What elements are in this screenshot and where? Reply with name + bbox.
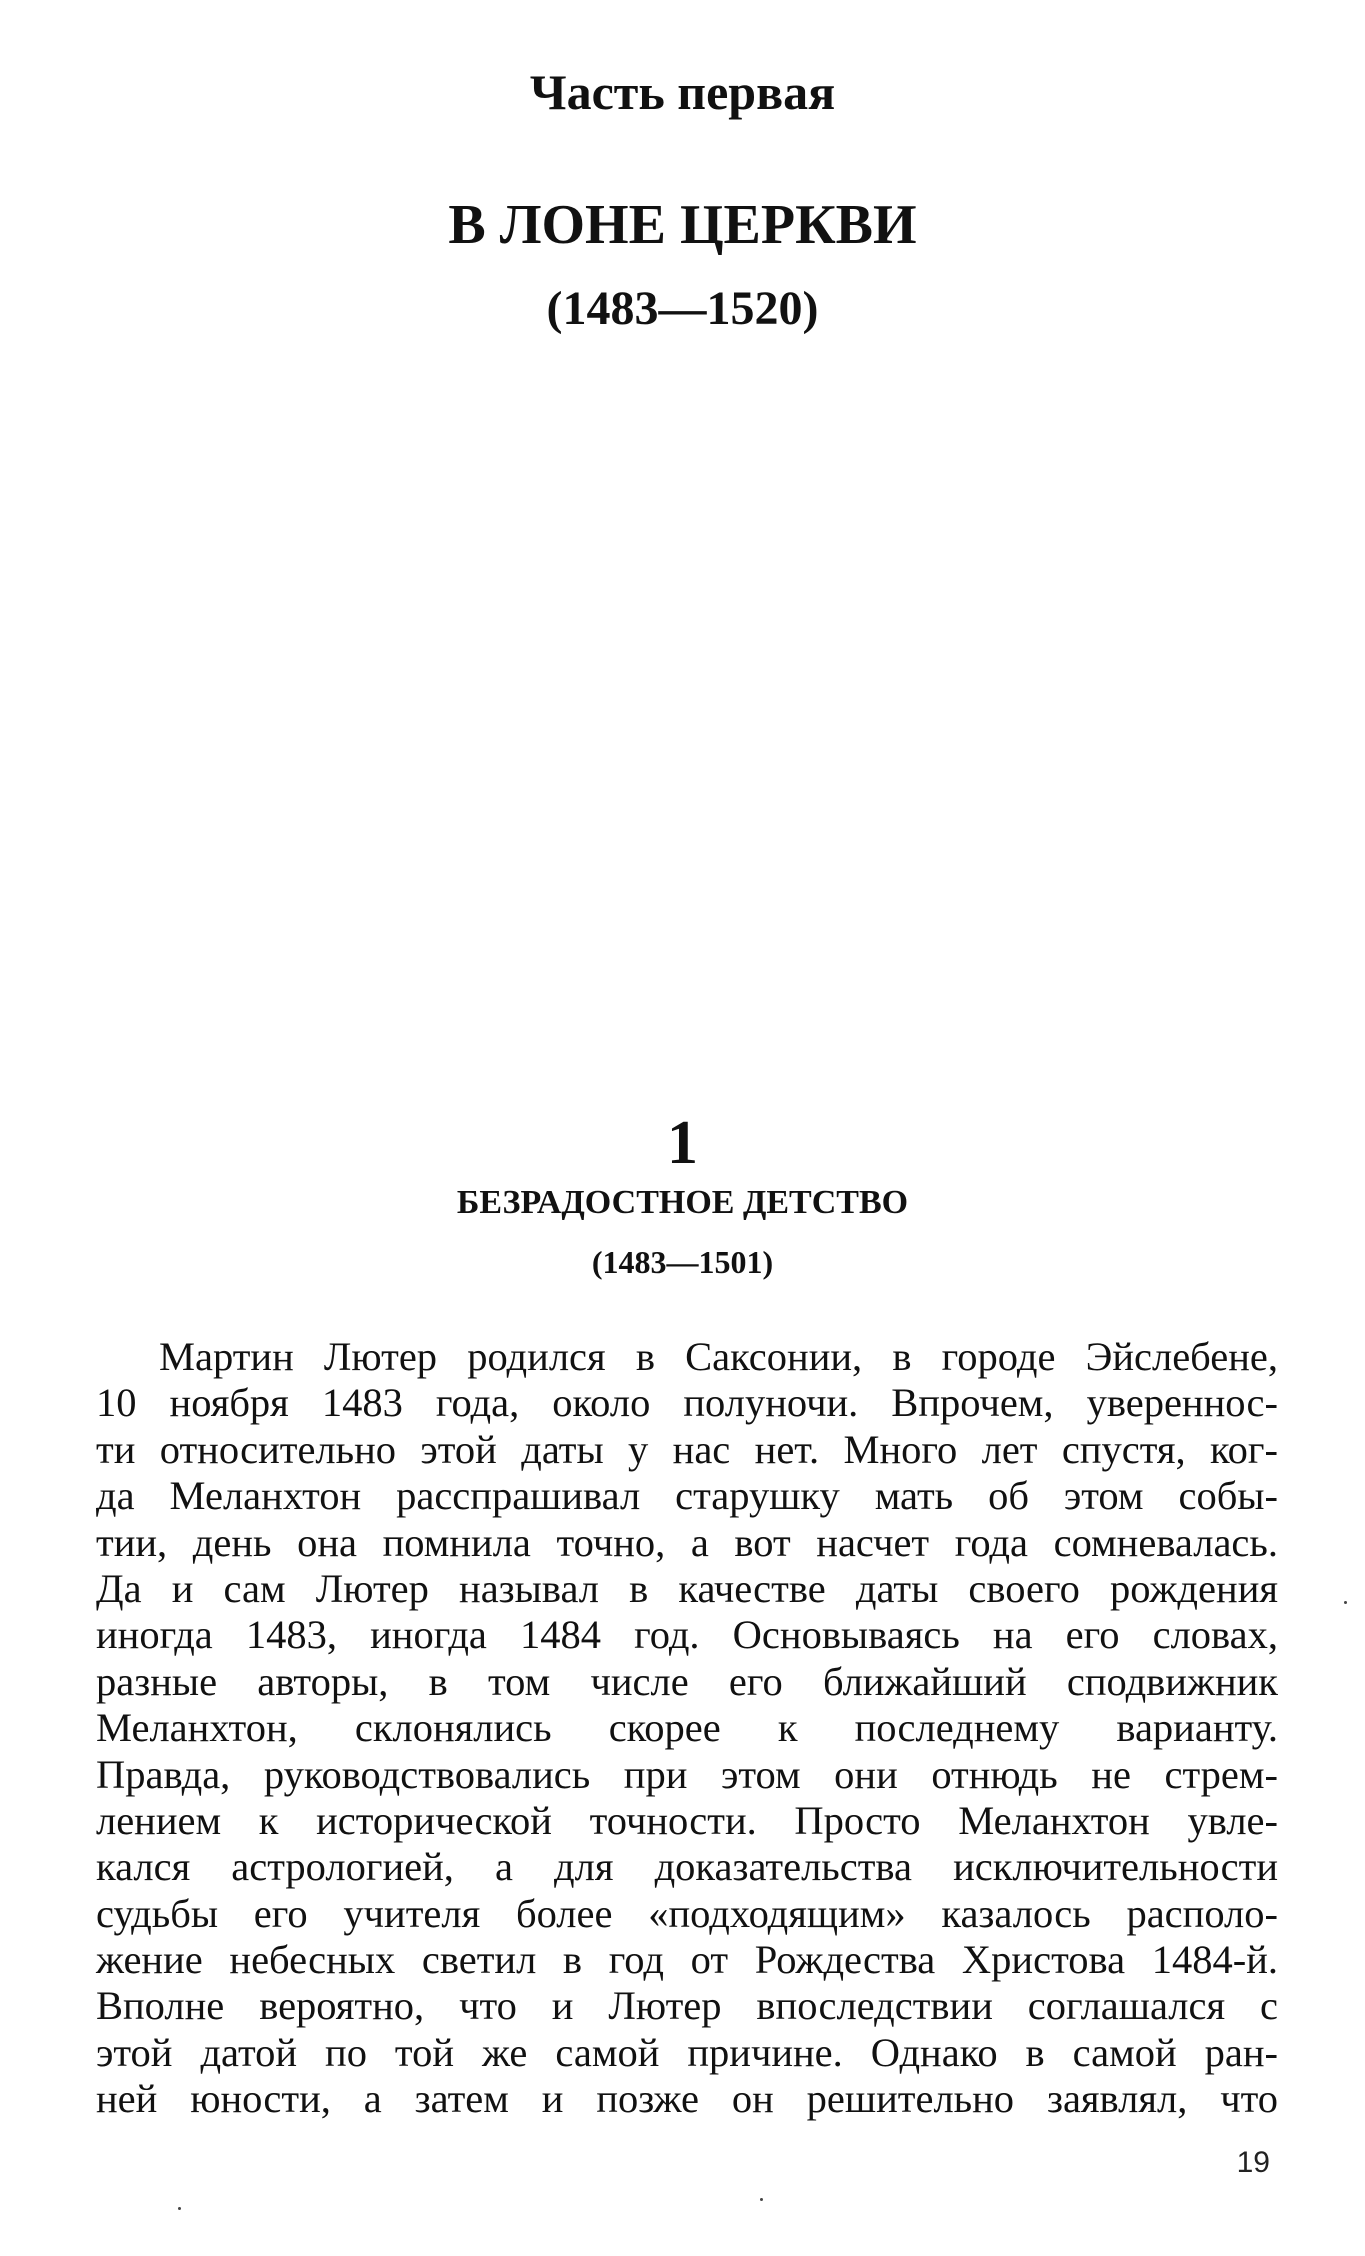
scan-speck [1344,1601,1347,1604]
text-line: да Меланхтон расспрашивал старушку мать об этом собы- [96,1473,1278,1519]
scan-speck [760,2198,763,2201]
text-line: лением к исторической точности. Просто Меланхтон увле- [96,1797,1278,1843]
text-line: Вполне вероятно, что и Лютер впоследствии соглашался с [96,1983,1278,2029]
scan-speck [178,2207,181,2210]
text-line: иногда 1483, иногда 1484 год. Основываясь на его словах, [96,1612,1278,1658]
text-line: Меланхтон, склонялись скорее к последнему варианту. [96,1705,1278,1751]
text-line: тии, день она помнила точно, а вот насчет года сомневалась. [96,1519,1278,1565]
chapter-years: (1483—1501) [591,1244,774,1280]
text-line: кался астрологией, а для доказательства исключительности [96,1844,1278,1890]
text-line: ней юности, а затем и позже он решительно заявлял, что [96,2076,1278,2122]
text-line: этой датой по той же самой причине. Однако в самой ран- [96,2029,1278,2075]
text-line: Правда, руководствовались при этом они отнюдь не стрем- [96,1751,1278,1797]
text-line: разные авторы, в том числе его ближайший сподвижник [96,1658,1278,1704]
text-line: ти относительно этой даты у нас нет. Много лет спустя, ког- [96,1426,1278,1472]
text-line: 10 ноября 1483 года, около полуночи. Впрочем, увереннос- [96,1380,1278,1426]
text-line: жение небесных светил в год от Рождества Христова 1484-й. [96,1937,1278,1983]
text-line: Да и сам Лютер называл в качестве даты своего рождения [96,1565,1278,1611]
text-line: Мартин Лютер родился в Саксонии, в городе Эйслебене, [159,1334,1278,1379]
body-text [96,1334,1278,2123]
book-part-title: В ЛОНЕ ЦЕРКВИ [448,194,917,256]
chapter-number: 1 [667,1109,698,1177]
text-line: судьбы его учителя более «подходящим» казалось располо- [96,1890,1278,1936]
page-number: 19 [1236,2146,1270,2179]
book-part-years: (1483—1520) [546,282,819,335]
part-title: Часть первая [529,64,836,120]
chapter-title: БЕЗРАДОСТНОЕ ДЕТСТВО [456,1184,909,1221]
